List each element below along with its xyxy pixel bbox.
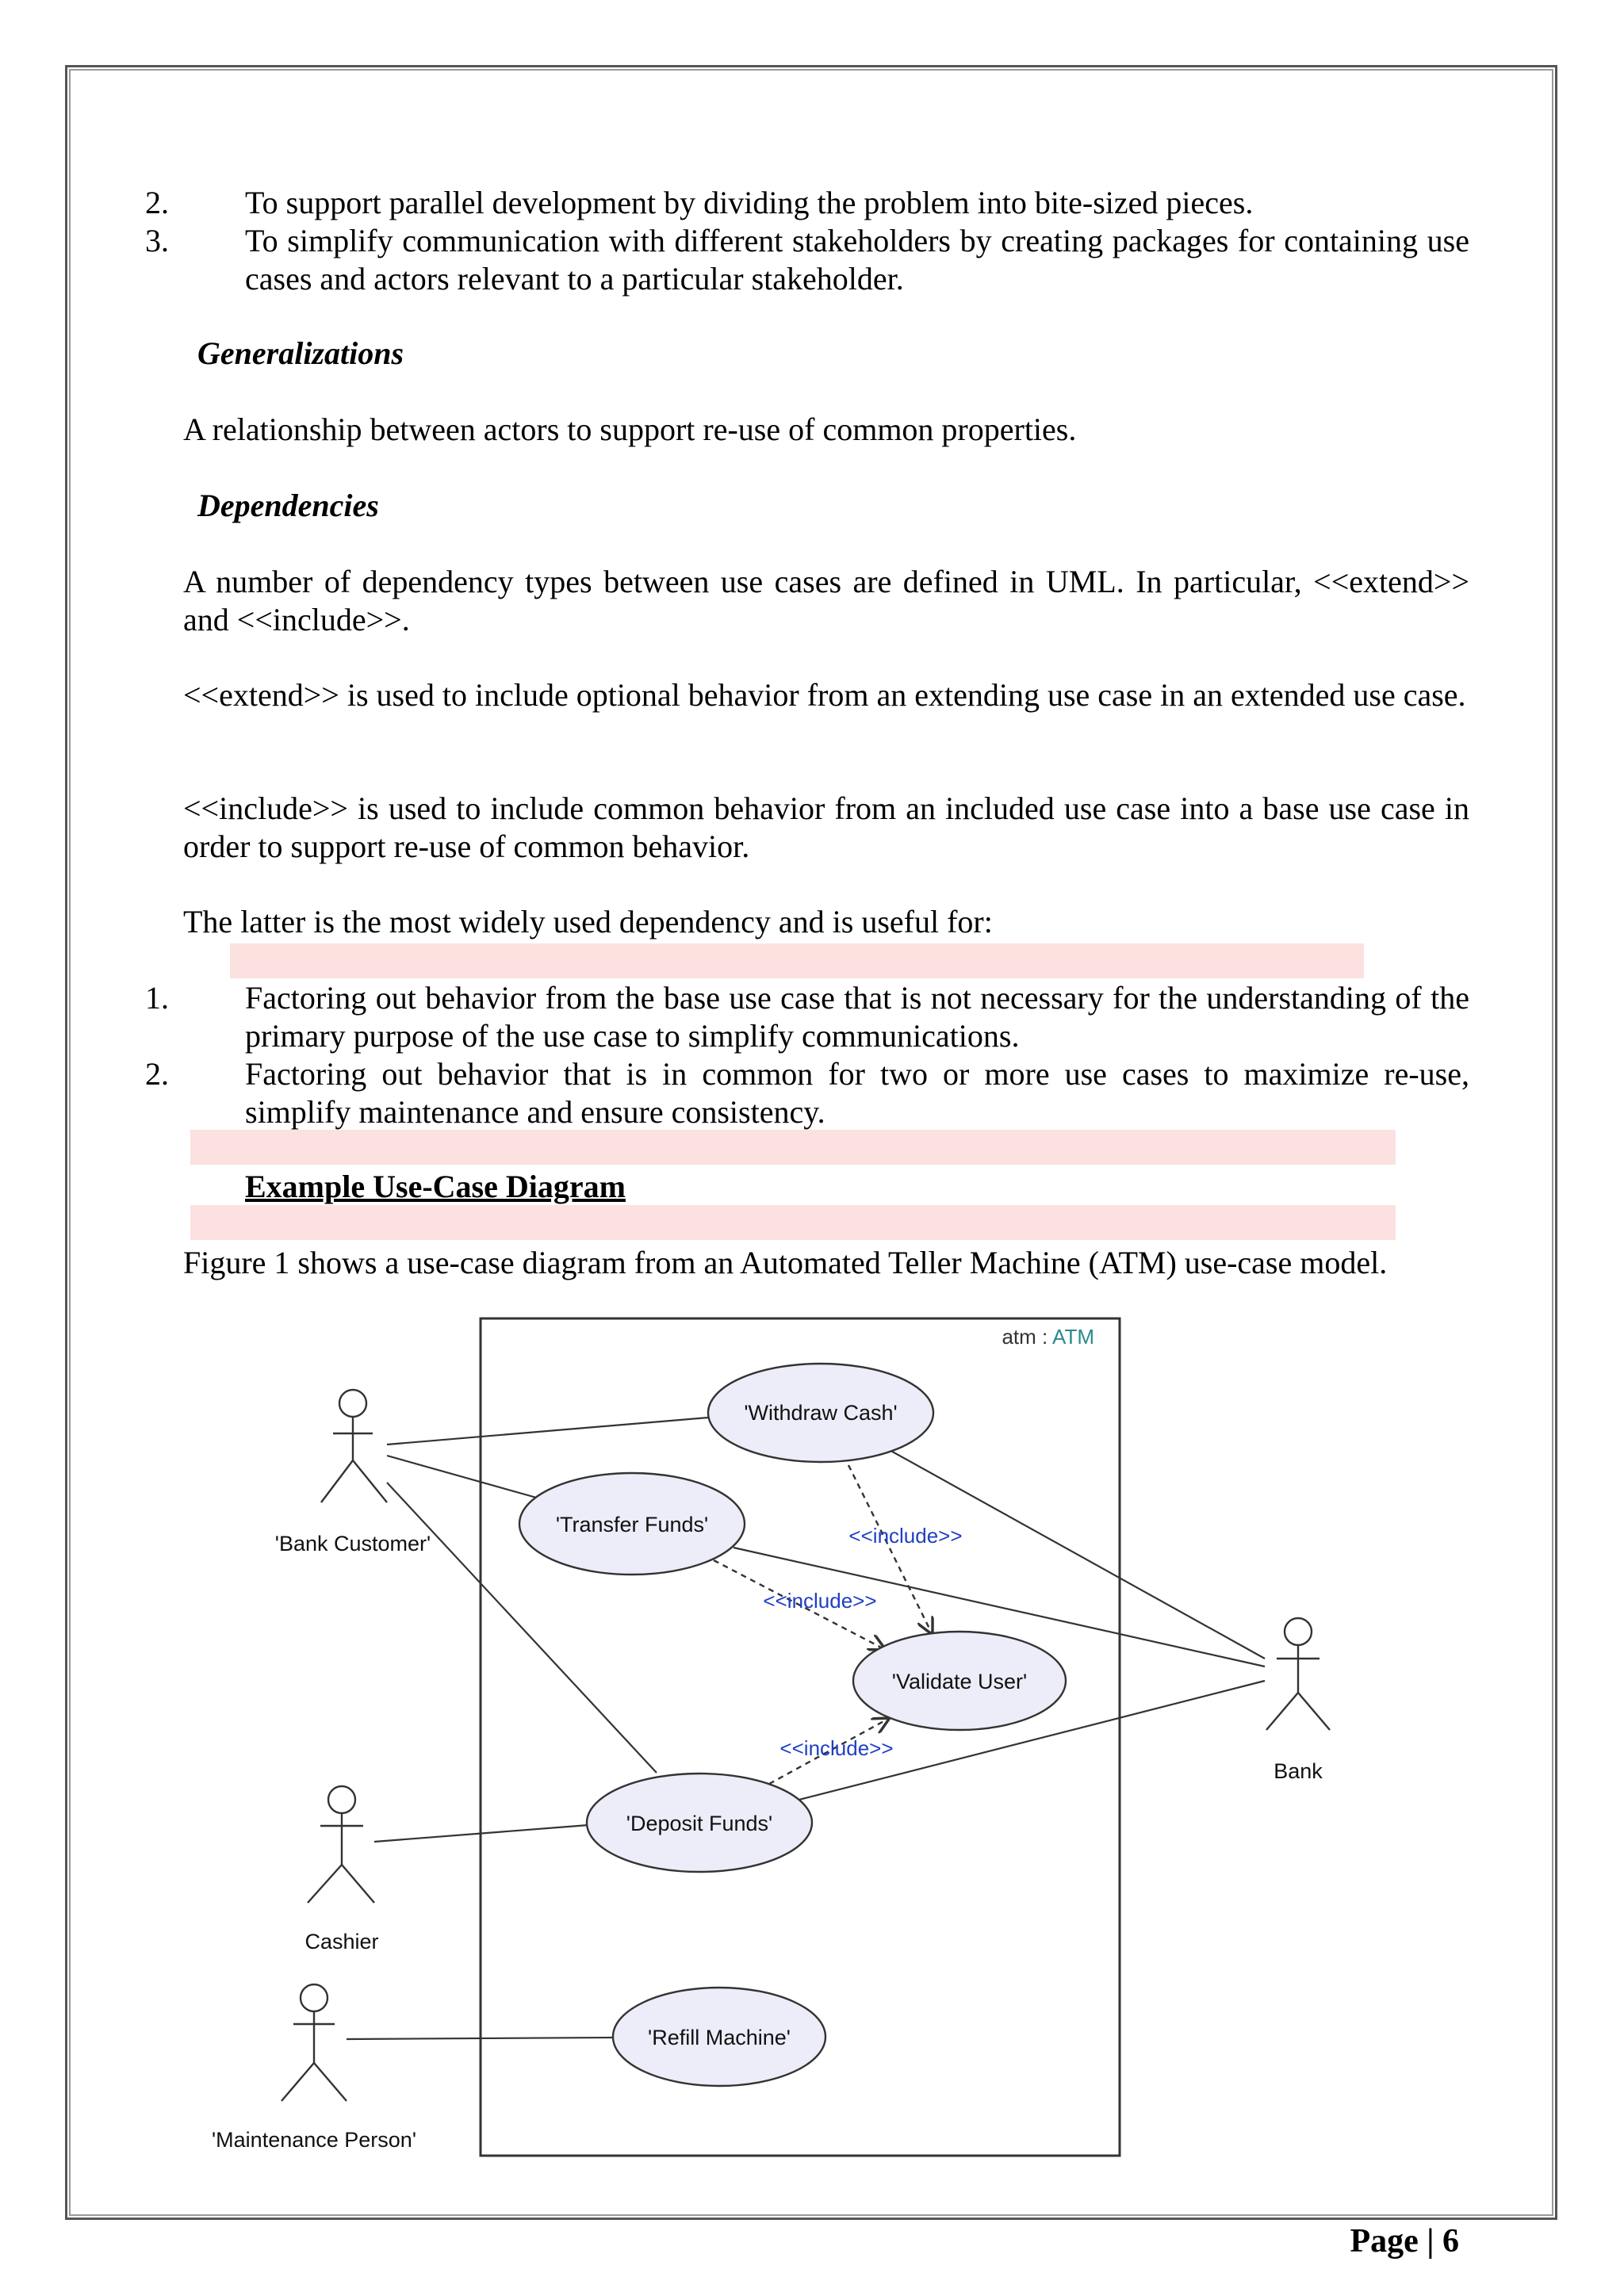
use-case-label: 'Deposit Funds' xyxy=(626,1812,773,1835)
assoc-customer-withdraw xyxy=(387,1418,708,1445)
use-case-label: 'Withdraw Cash' xyxy=(744,1401,898,1425)
section-heading-generalizations: Generalizations xyxy=(197,335,404,371)
use-case-label: 'Refill Machine' xyxy=(648,2026,791,2049)
use-case-label: 'Transfer Funds' xyxy=(555,1513,709,1536)
stick-figure-icon xyxy=(321,1390,387,1502)
association-lines xyxy=(347,1418,1265,2039)
include-label: <<include>> xyxy=(779,1736,894,1760)
paragraph: A number of dependency types between use cases are defined in UML. In particular, <<extend>> and <<include>>. xyxy=(183,564,1469,637)
actor-label: Cashier xyxy=(304,1930,379,1954)
actor-maintenance-person xyxy=(282,1984,347,2101)
actor-label: 'Maintenance Person' xyxy=(212,2128,416,2152)
assoc-withdraw-bank xyxy=(888,1449,1265,1659)
system-class-name: ATM xyxy=(1052,1325,1094,1349)
actor-label: Bank xyxy=(1274,1759,1323,1783)
list-number: 1. xyxy=(145,980,169,1016)
paragraph: A relationship between actors to support re-use of common properties. xyxy=(183,411,1077,447)
system-object-name: atm xyxy=(1002,1325,1036,1349)
use-case-transfer-funds xyxy=(519,1473,745,1575)
use-case-refill-machine xyxy=(613,1988,825,2086)
figure-caption: Figure 1 shows a use-case diagram from an Automated Teller Machine (ATM) use-case model. xyxy=(183,1245,1388,1280)
stick-figure-icon xyxy=(308,1786,374,1903)
use-case-withdraw-cash xyxy=(708,1364,933,1462)
section-heading-dependencies: Dependencies xyxy=(197,488,379,523)
include-label: <<include>> xyxy=(763,1589,877,1613)
stick-figure-icon xyxy=(1266,1618,1330,1730)
list-text: Factoring out behavior that is in common for two or more use cases to maximize re-use, simplify maintenance and ensure consistency. xyxy=(245,1056,1469,1130)
list-number: 2. xyxy=(145,185,169,220)
system-label xyxy=(1002,1325,1094,1349)
use-case-deposit-funds xyxy=(587,1774,812,1872)
list-number: 3. xyxy=(145,223,169,258)
system-label-separator: : xyxy=(1036,1325,1053,1349)
actor-bank-customer xyxy=(321,1390,387,1502)
actor-bank xyxy=(1266,1618,1330,1730)
stick-figure-icon xyxy=(282,1984,347,2101)
use-case-validate-user xyxy=(853,1632,1066,1730)
list-text: To support parallel development by dividing the problem into bite-sized pieces. xyxy=(245,185,1254,220)
assoc-maintenance-refill xyxy=(347,2038,612,2039)
list-number: 2. xyxy=(145,1056,169,1092)
paragraph: <<include>> is used to include common behavior from an included use case into a base use case in order to support re-use of common behavior. xyxy=(183,790,1469,864)
actor-label: 'Bank Customer' xyxy=(274,1532,431,1556)
page-number: Page | 6 xyxy=(1350,2223,1459,2260)
paragraph: <<extend>> is used to include optional behavior from an extending use case in an extended use case. xyxy=(183,677,1466,713)
list-text: Factoring out behavior from the base use case that is not necessary for the understanding of the primary purpose of the use case to simplify communications. xyxy=(245,980,1469,1054)
include-label: <<include>> xyxy=(848,1524,963,1548)
use-case-label: 'Validate User' xyxy=(891,1670,1028,1693)
section-heading-example: Example Use-Case Diagram xyxy=(245,1169,626,1204)
actor-cashier xyxy=(308,1786,374,1903)
assoc-customer-transfer xyxy=(387,1456,539,1498)
paragraph: The latter is the most widely used dependency and is useful for: xyxy=(183,904,993,939)
list-text: To simplify communication with different stakeholders by creating packages for containing use cases and actors relevant to a particular stakeholder. xyxy=(245,223,1469,297)
